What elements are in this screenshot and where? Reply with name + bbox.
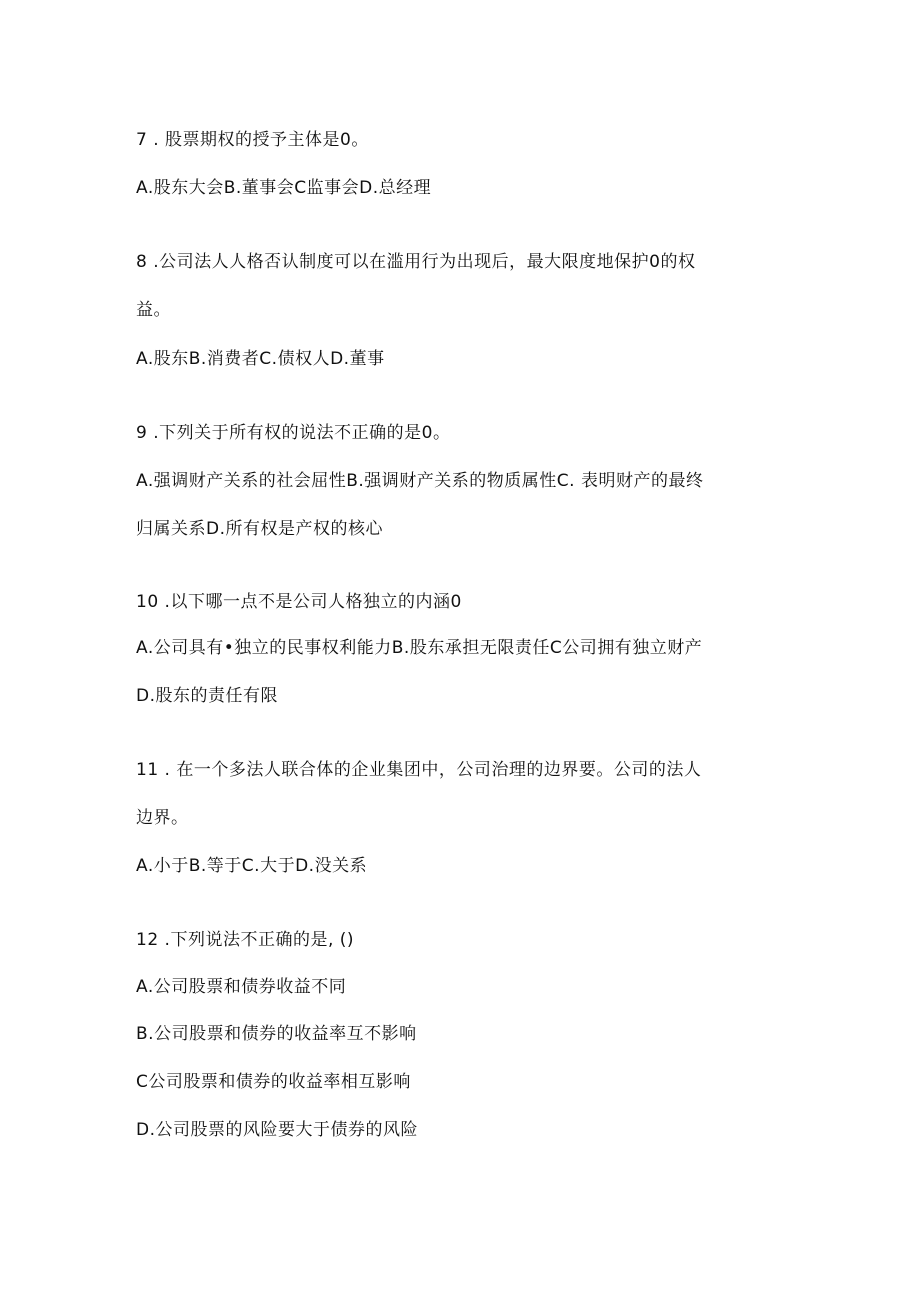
question-12-stem: 12 .下列说法不正确的是, () [136, 930, 355, 950]
question-12-option-c: C公司股票和债券的收益率相互影响 [136, 1072, 411, 1092]
question-12-option-b: B.公司股票和债券的收益率互不影响 [136, 1024, 417, 1044]
question-9-stem: 9 .下列关于所有权的说法不正确的是0。 [136, 423, 451, 443]
question-10-stem: 10 .以下哪一点不是公司人格独立的内涵0 [136, 592, 462, 612]
question-12-option-a: A.公司股票和债券收益不同 [136, 977, 347, 997]
question-8-options: A.股东B.消费者C.债权人D.董事 [136, 349, 385, 369]
question-11-stem-line-2: 边界。 [136, 808, 189, 828]
question-11-stem-line-1: 11 . 在一个多法人联合体的企业集团中，公司治理的边界要。公司的法人 [136, 760, 702, 780]
question-9-options-line-2: 归属关系D.所有权是产权的核心 [136, 519, 383, 539]
question-10-options-line-2: D.股东的责任有限 [136, 686, 278, 706]
question-10-options-line-1: A.公司具有•独立的民事权利能力B.股东承担无限责任C公司拥有独立财产 [136, 638, 703, 658]
question-11-options: A.小于B.等于C.大于D.没关系 [136, 856, 368, 876]
question-7-stem: 7 . 股票期权的授予主体是0。 [136, 130, 369, 150]
question-8-stem-line-2: 益。 [136, 300, 171, 320]
question-9-options-line-1: A.强调财产关系的社会屈性B.强调财产关系的物质属性C. 表明财产的最终 [136, 471, 704, 491]
question-7-options: A.股东大会B.董事会C监事会D.总经理 [136, 178, 432, 198]
question-8-stem-line-1: 8 .公司法人人格否认制度可以在滥用行为出现后，最大限度地保护0的权 [136, 252, 696, 272]
question-12-option-d: D.公司股票的风险要大于债券的风险 [136, 1120, 418, 1140]
